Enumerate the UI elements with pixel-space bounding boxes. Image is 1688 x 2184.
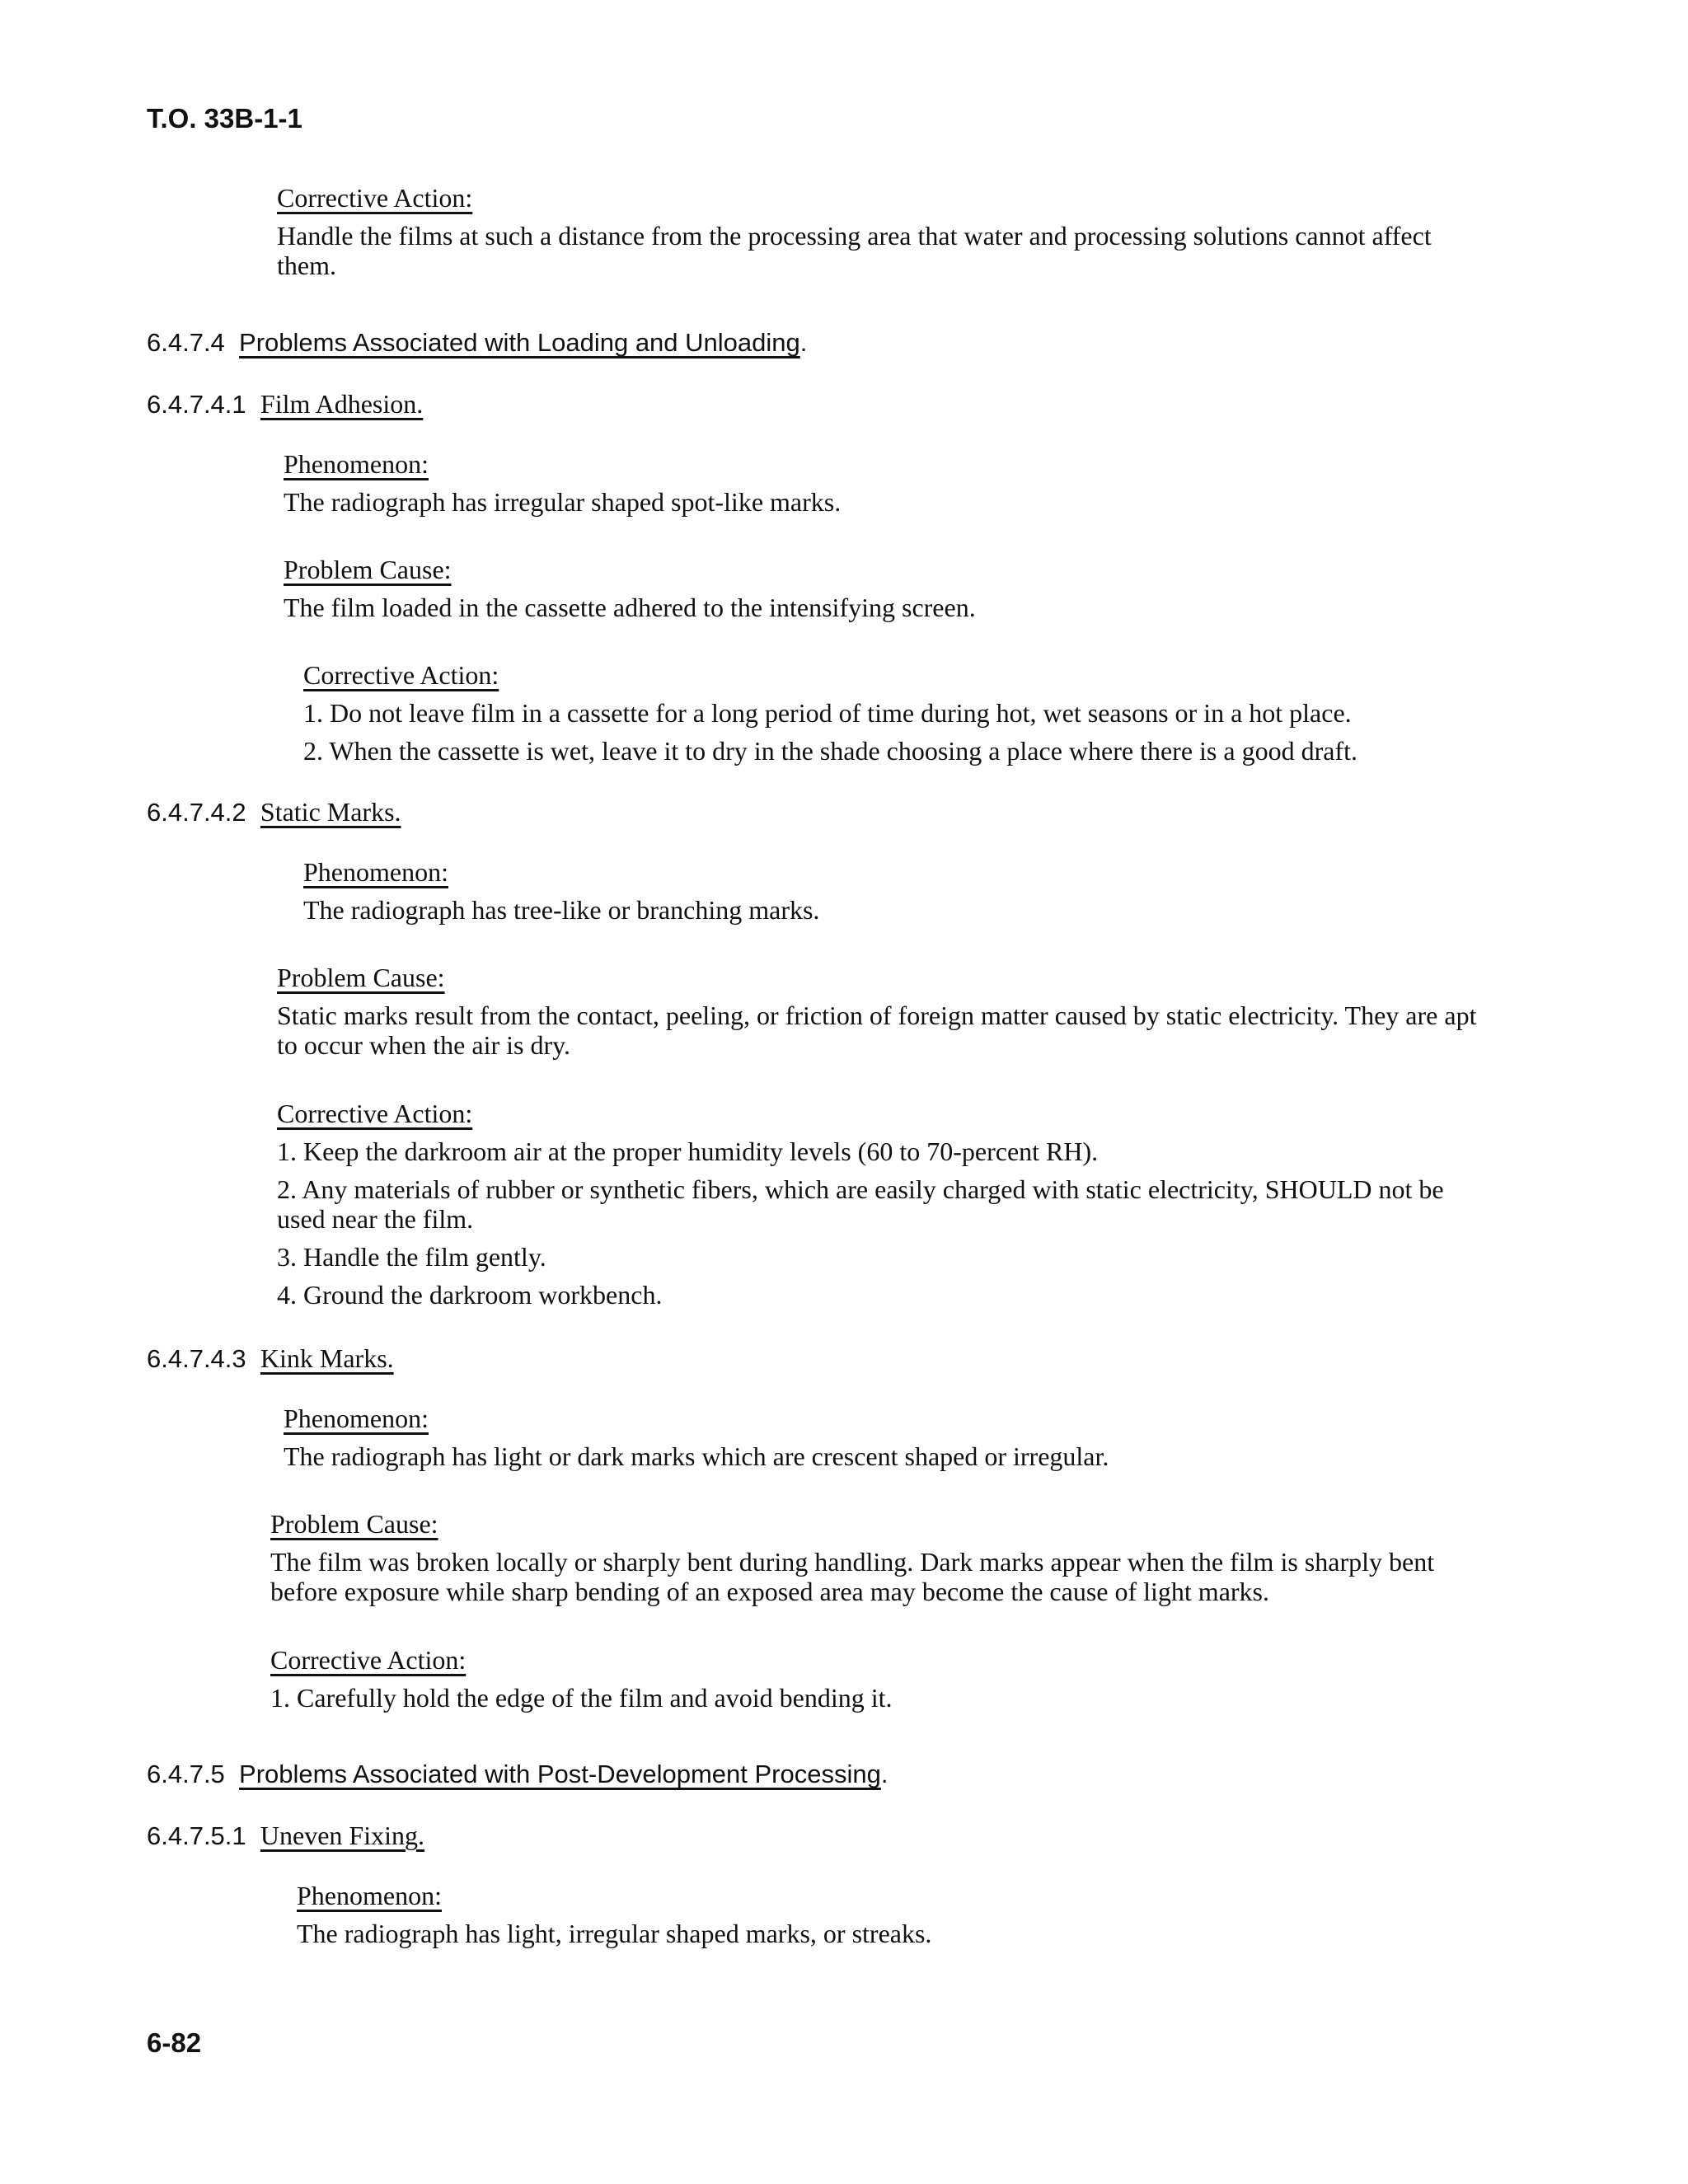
corrective-action-label: Corrective Action:: [303, 660, 499, 690]
subsection-title: Static Marks.: [260, 797, 401, 827]
problem-cause-text: The film was broken locally or sharply bent during handling. Dark marks appear when the film is sharply bent before exposure while sharp bending of an exposed area may become the cause of light marks.: [270, 1547, 1435, 1606]
subsection-title: Kink Marks.: [260, 1343, 394, 1373]
subsection-kink-marks-heading: [147, 1343, 394, 1374]
subsection-uneven-fixing-heading: [147, 1821, 424, 1851]
phenomenon-label: Phenomenon:: [284, 449, 429, 479]
subsection-title: Film Adhesion.: [260, 389, 424, 419]
subsection-number: 6.4.7.4.3: [147, 1344, 246, 1373]
subsection-number: 6.4.7.5.1: [147, 1821, 246, 1850]
action-item: 1. Do not leave film in a cassette for a long period of time during hot, wet seasons or in a hot place.: [303, 698, 1352, 728]
problem-cause-label: Problem Cause:: [270, 1509, 438, 1539]
corrective-action-label: Corrective Action:: [277, 1099, 473, 1128]
problem-cause-text: Static marks result from the contact, peeling, or friction of foreign matter caused by static electricity. They are apt to occur when the air is dry.: [277, 1001, 1477, 1060]
subsection-number: 6.4.7.4.2: [147, 798, 246, 827]
subsection-static-marks-heading: [147, 797, 401, 827]
document-id: T.O. 33B-1-1: [147, 103, 302, 134]
corrective-action-label: Corrective Action:: [270, 1645, 467, 1675]
section-title: Problems Associated with Post-Development Processing: [239, 1760, 881, 1788]
section-title: Problems Associated with Loading and Unloading: [239, 328, 800, 357]
subsection-title: Uneven Fixing.: [260, 1821, 424, 1850]
section-number: 6.4.7.5: [147, 1760, 225, 1788]
problem-cause-label: Problem Cause:: [277, 963, 445, 992]
section-6475-heading: [147, 1760, 888, 1789]
page-number: 6-82: [147, 2027, 202, 2058]
action-item: 2. Any materials of rubber or synthetic fibers, which are easily charged with static electricity, SHOULD not be used near the film.: [277, 1174, 1444, 1234]
phenomenon-text: The radiograph has tree-like or branching marks.: [303, 895, 820, 925]
phenomenon-label: Phenomenon:: [284, 1404, 429, 1433]
phenomenon-text: The radiograph has light or dark marks which are crescent shaped or irregular.: [284, 1441, 1109, 1471]
subsection-film-adhesion-heading: [147, 389, 423, 419]
phenomenon-text: The radiograph has irregular shaped spot-like marks.: [284, 487, 842, 517]
intro-corrective-label: Corrective Action:: [277, 183, 473, 213]
action-item: 1. Keep the darkroom air at the proper humidity levels (60 to 70-percent RH).: [277, 1137, 1099, 1166]
phenomenon-text: The radiograph has light, irregular shaped marks, or streaks.: [297, 1919, 932, 1948]
action-item: 3. Handle the film gently.: [277, 1242, 546, 1272]
action-item: 1. Carefully hold the edge of the film and avoid bending it.: [270, 1683, 893, 1713]
section-period: .: [880, 1760, 889, 1788]
subsection-number: 6.4.7.4.1: [147, 390, 246, 419]
phenomenon-label: Phenomenon:: [303, 857, 448, 887]
phenomenon-label: Phenomenon:: [297, 1881, 442, 1910]
intro-corrective-text: Handle the films at such a distance from the processing area that water and processing solutions cannot affect them.: [277, 221, 1432, 280]
action-item: 2. When the cassette is wet, leave it to dry in the shade choosing a place where there is a good draft.: [303, 736, 1357, 766]
section-6474-heading: [147, 328, 807, 358]
action-item: 4. Ground the darkroom workbench.: [277, 1280, 663, 1310]
section-number: 6.4.7.4: [147, 328, 225, 357]
problem-cause-label: Problem Cause:: [284, 555, 452, 584]
problem-cause-text: The film loaded in the cassette adhered to the intensifying screen.: [284, 593, 976, 622]
section-period: .: [799, 328, 808, 357]
